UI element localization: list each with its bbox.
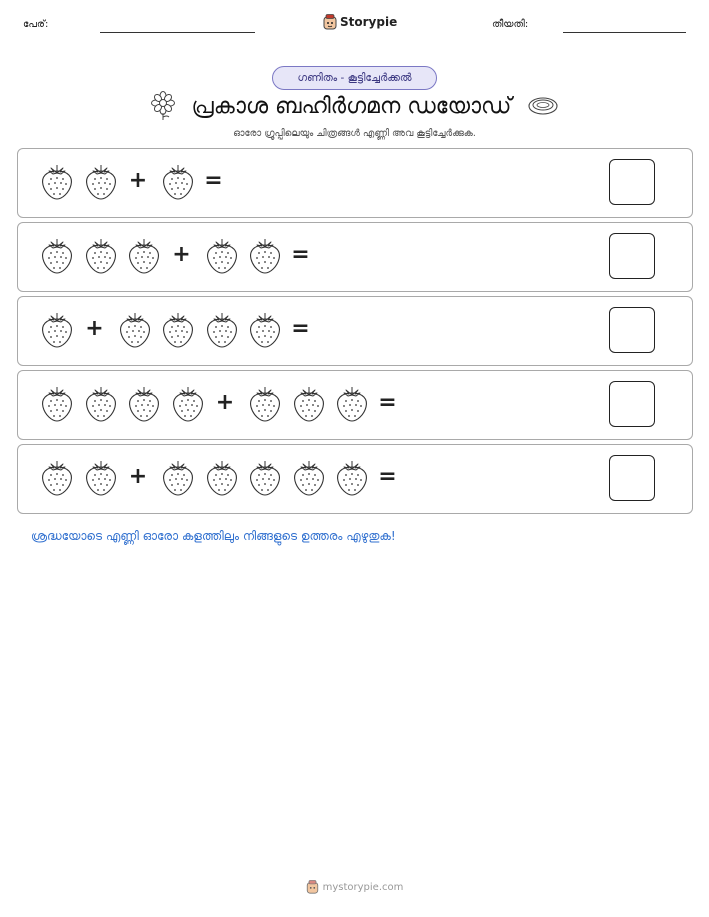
strawberry-icon: [248, 459, 282, 497]
strawberry-icon: [40, 459, 74, 497]
title-row: [0, 86, 709, 126]
strawberry-icon: [292, 385, 326, 423]
answer-box[interactable]: [609, 159, 655, 205]
equals-sign: =: [378, 464, 397, 489]
flower-icon: [150, 91, 176, 121]
instruction-text: ശ്രദ്ധയോടെ എണ്ണി ഓരോ കളത്തിലും നിങ്ങളുടെ ഉത്തരം എഴുതുക!: [31, 529, 396, 543]
strawberry-icon: [248, 237, 282, 275]
plus-sign: +: [172, 242, 191, 267]
strawberry-icon: [205, 237, 239, 275]
plus-sign: +: [215, 390, 235, 415]
brand-logo: [323, 14, 397, 30]
strawberry-icon: [248, 311, 282, 349]
plus-sign: +: [128, 464, 148, 489]
equals-sign: =: [378, 390, 397, 415]
strawberry-icon: [205, 459, 239, 497]
strawberry-icon: [40, 385, 74, 423]
equals-sign: =: [291, 316, 310, 341]
problem-row: [17, 148, 693, 218]
strawberry-icon: [40, 311, 74, 349]
equals-sign: =: [204, 168, 223, 193]
strawberry-icon: [40, 163, 74, 201]
plus-sign: +: [128, 168, 148, 193]
page-title: പ്രകാശ ബഹിർഗമന ഡയോഡ്: [191, 93, 512, 119]
date-label: തീയതി:: [492, 19, 529, 30]
strawberry-icon: [161, 163, 195, 201]
subtitle: ഓരോ ഗ്രൂപ്പിലെയും ചിത്രങ്ങൾ എണ്ണി അവ കൂട്ടിച്ചേർക്കുക.: [233, 128, 476, 139]
strawberry-icon: [118, 311, 152, 349]
problem-row: [17, 296, 693, 366]
strawberry-icon: [335, 385, 369, 423]
strawberry-icon: [292, 459, 326, 497]
strawberry-icon: [127, 385, 161, 423]
answer-box[interactable]: [609, 307, 655, 353]
strawberry-icon: [171, 385, 205, 423]
strawberry-icon: [127, 237, 161, 275]
strawberry-icon: [248, 385, 282, 423]
answer-box[interactable]: [609, 381, 655, 427]
problem-row: [17, 444, 693, 514]
name-label: പേര്:: [23, 19, 49, 30]
equals-sign: =: [291, 242, 310, 267]
problem-row: [17, 370, 693, 440]
strawberry-icon: [40, 237, 74, 275]
strawberry-icon: [161, 459, 195, 497]
answer-box[interactable]: [609, 455, 655, 501]
strawberry-icon: [161, 311, 195, 349]
name-line[interactable]: [100, 32, 255, 33]
footer-site: mystorypie.com: [322, 881, 404, 893]
strawberry-icon: [84, 163, 118, 201]
led-icon: [527, 95, 559, 117]
problem-row: [17, 222, 693, 292]
footer: [0, 880, 709, 894]
strawberry-icon: [335, 459, 369, 497]
date-line[interactable]: [563, 32, 686, 33]
storypie-mascot-icon: [323, 14, 337, 30]
strawberry-icon: [84, 459, 118, 497]
plus-sign: +: [85, 316, 104, 341]
storypie-mascot-icon: [306, 880, 319, 894]
topic-badge-label: ഗണിതം - കൂട്ടിച്ചേർക്കൽ: [297, 71, 412, 84]
answer-box[interactable]: [609, 233, 655, 279]
strawberry-icon: [84, 385, 118, 423]
strawberry-icon: [205, 311, 239, 349]
strawberry-icon: [84, 237, 118, 275]
brand-name: Storypie: [340, 15, 398, 29]
